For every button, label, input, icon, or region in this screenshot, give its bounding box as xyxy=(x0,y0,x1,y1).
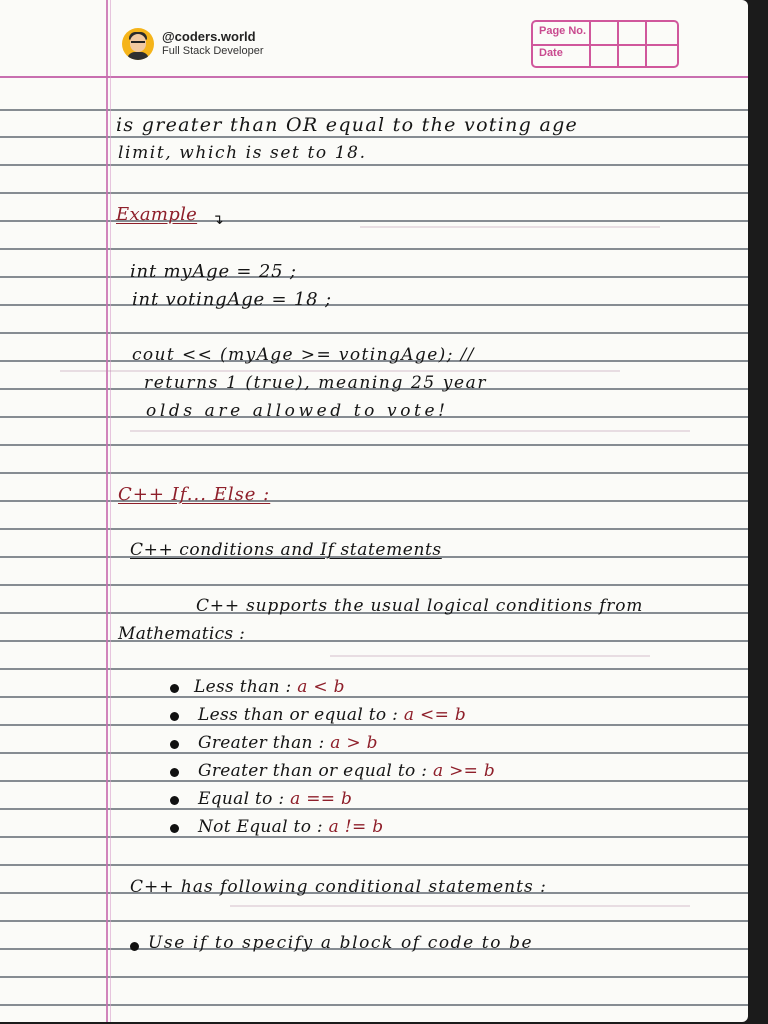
page-no-label: Page No. xyxy=(539,25,587,37)
bullet-dot xyxy=(170,712,179,721)
section-heading: C++ If... Else : xyxy=(118,484,271,505)
date-row xyxy=(533,44,677,66)
date-label: Date xyxy=(539,47,563,59)
note-line-1: is greater than OR equal to the voting age xyxy=(116,114,579,136)
list-item: Greater than or equal to : a >= b xyxy=(198,761,496,781)
bullet-dot xyxy=(170,796,179,805)
margin-line-secondary xyxy=(110,0,111,1022)
avatar xyxy=(122,28,154,60)
code-line-1: int myAge = 25 ; xyxy=(130,261,297,282)
list-item: Less than : a < b xyxy=(194,677,345,697)
code-line-5: olds are allowed to vote! xyxy=(146,401,449,421)
last-bullet-text: Use if to specify a block of code to be xyxy=(148,933,534,953)
arrow-down-icon: ↴ xyxy=(212,212,224,228)
code-line-3: cout << (myAge >= votingAge); // xyxy=(132,345,475,365)
bleed-through-mark xyxy=(130,430,690,446)
bullet-dot xyxy=(170,740,179,749)
brand-subtitle: Full Stack Developer xyxy=(162,45,264,57)
para-line-2: Mathematics : xyxy=(118,624,246,644)
example-heading: Example xyxy=(116,204,198,225)
brand-handle: @coders.world xyxy=(162,29,256,44)
header-rule xyxy=(0,76,748,78)
subheading: C++ conditions and If statements xyxy=(130,540,442,560)
code-line-4: returns 1 (true), meaning 25 year xyxy=(144,373,488,393)
statements-heading: C++ has following conditional statements : xyxy=(130,877,547,897)
list-item: Equal to : a == b xyxy=(198,789,353,809)
page-no-row xyxy=(533,22,677,46)
list-item: Not Equal to : a != b xyxy=(198,817,384,837)
brand-header xyxy=(122,28,264,60)
list-item: Greater than : a > b xyxy=(198,733,378,753)
para-line-1: C++ supports the usual logical conditions from xyxy=(196,596,644,616)
bullet-dot xyxy=(170,768,179,777)
margin-line xyxy=(106,0,108,1022)
bleed-through-mark xyxy=(230,905,690,921)
list-item: Less than or equal to : a <= b xyxy=(198,705,467,725)
bullet-dot xyxy=(170,824,179,833)
page-date-box xyxy=(531,20,679,68)
bleed-through-mark xyxy=(360,226,660,242)
bullet-dot xyxy=(130,942,139,951)
bullet-dot xyxy=(170,684,179,693)
bleed-through-mark xyxy=(330,655,650,671)
note-line-2: limit, which is set to 18. xyxy=(118,143,367,163)
code-line-2: int votingAge = 18 ; xyxy=(132,289,332,310)
